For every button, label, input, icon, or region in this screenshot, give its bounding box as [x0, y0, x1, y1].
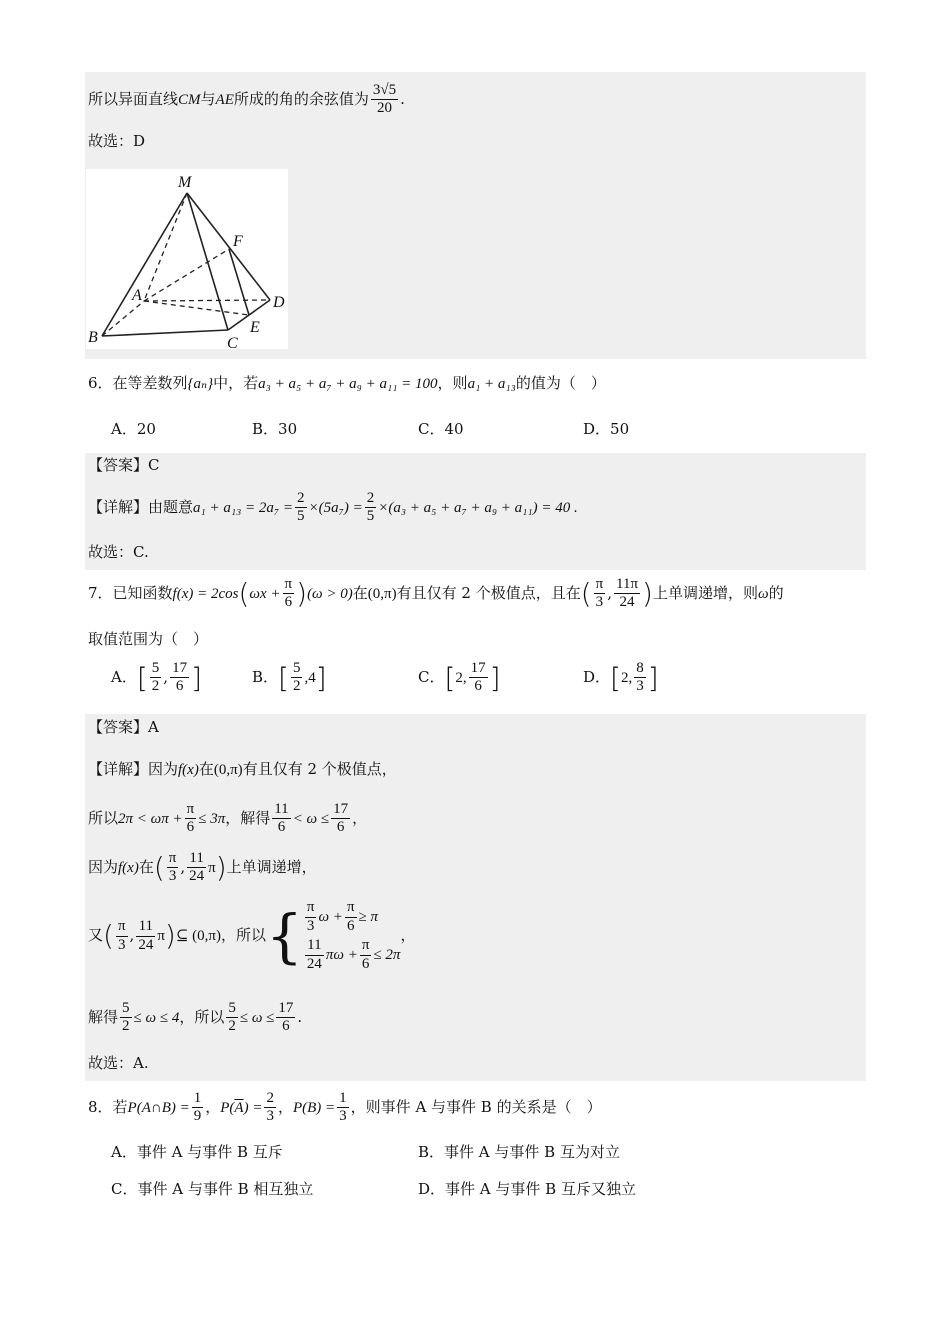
q6-stem — [88, 374, 606, 393]
q7-detail-2: 所以2π < ωπ + $\frac{\pi}{6}$ ≤ 3π，解得 $\frac{11}{6}$ < ω ≤ $\frac{17}{6}$ ， — [88, 801, 368, 836]
q8-option-d[interactable]: D．事件 A 与事件 B 互斥又独立 — [418, 1180, 636, 1198]
text: 有且仅有 2 个极值点，且在 — [396, 583, 581, 602]
q7-option-c[interactable]: C．[2, $\frac{17}{6}$ ] — [418, 660, 501, 695]
var-cm: CM — [178, 91, 201, 108]
var-ae: AE — [215, 91, 234, 108]
label-m: M — [178, 174, 192, 191]
expr: a₁ + a₁₃ = 2a₇ = — [193, 499, 293, 516]
choose-line-5: 故选：D — [88, 132, 146, 150]
edge-bc — [102, 330, 228, 336]
q7-stem-line2: 取值范围为（ ） — [88, 630, 209, 648]
q7-detail-1: 【详解】因为f(x)在(0,π)有且仅有 2 个极值点， — [88, 760, 397, 778]
q6-option-d[interactable]: D．50 — [583, 420, 630, 438]
edge-md — [187, 193, 270, 300]
q6-option-a[interactable]: A．20 — [111, 420, 156, 438]
expr: (ω > 0) — [307, 585, 353, 602]
q6-option-b[interactable]: B．30 — [252, 420, 298, 438]
target-expr: a₁ + a₁₃ — [467, 376, 516, 392]
text: 上单调递增，则 — [652, 583, 758, 602]
q6-answer: 【答案】C — [88, 456, 160, 474]
text: 中，若 — [213, 374, 259, 392]
expr: ×(a₃ + a₅ + a₇ + a₉ + a₁₁) = 40 . — [378, 499, 578, 516]
pyramid-figure — [86, 169, 288, 349]
condition: a₃ + a₅ + a₇ + a₉ + a₁₁ = 100 — [258, 376, 438, 392]
expr: ω — [757, 585, 769, 602]
label-b: B — [88, 329, 98, 346]
label-d: D — [273, 294, 285, 311]
label-e: E — [250, 319, 260, 336]
text: 所以异面直线 — [88, 89, 179, 108]
text: 在 — [352, 583, 368, 602]
edge-ba-dashed — [102, 301, 144, 336]
edge-ad-dashed — [144, 300, 270, 301]
text: 所成的角的余弦值为 — [233, 89, 369, 108]
expr: (0,π) — [367, 585, 397, 602]
text: 7．已知函数 — [88, 583, 173, 602]
text: . — [400, 89, 405, 108]
conclusion-line — [88, 82, 405, 118]
fraction: $\frac{2}{5}$ — [297, 490, 305, 525]
edge-ae-dashed — [144, 301, 249, 315]
q8-option-c[interactable]: C．事件 A 与事件 B 相互独立 — [111, 1180, 314, 1198]
q7-detail-5: 解得 $\frac{5}{2}$ ≤ ω ≤ 4，所以 $\frac{5}{2}$ ≤ ω ≤ $\frac{17}{6}$ . — [88, 1000, 303, 1035]
label-a: A — [132, 287, 142, 304]
q8-option-b[interactable]: B．事件 A 与事件 B 互为对立 — [418, 1143, 620, 1161]
q7-option-d[interactable]: D．[2, $\frac{8}{3}$ ] — [583, 660, 659, 695]
fraction: $\frac{\pi}{6}$ — [284, 576, 293, 611]
q7-option-a[interactable]: A．[ $\frac{5}{2}$ , $\frac{17}{6}$ ] — [111, 660, 202, 695]
q7-option-b[interactable]: B．[ $\frac{5}{2}$ ,4] — [252, 660, 327, 695]
cosine-fraction: $\frac{3√5}{20}$ — [372, 82, 397, 117]
expr: ×(5a₇) = — [308, 499, 363, 516]
text: ，则 — [437, 374, 468, 392]
edge-mb — [102, 193, 187, 336]
expr: f(x) = 2cos — [172, 585, 239, 602]
expr: ωx + — [249, 585, 281, 602]
inequality-system: $\frac{\pi}{3}$ ω + $\frac{\pi}{6}$ ≥ π $\frac{11}{24}$ πω + $\frac{\pi}{6}$ ≤ 2π — [306, 899, 401, 972]
text: 的值为（ ） — [515, 374, 606, 392]
q8-stem: 8．若P(A∩B) = $\frac{1}{9}$ ，$P(\overline{A})$ = $\frac{2}{3}$ ，P(B) = $\frac{1}{3}$ ，则事件 A 与事件 B 的关系是（ ） — [88, 1090, 602, 1125]
q7-choose: 故选：A. — [88, 1054, 149, 1072]
q6-detail — [88, 490, 578, 526]
q6-option-c[interactable]: C．40 — [418, 420, 464, 438]
text: 【详解】由题意 — [88, 497, 194, 516]
q6-choose: 故选：C. — [88, 543, 149, 561]
fraction: $\frac{\pi}{3}$ — [595, 576, 604, 611]
fraction: $\frac{11\pi}{24}$ — [616, 576, 639, 611]
q8-option-a[interactable]: A．事件 A 与事件 B 互斥 — [111, 1143, 283, 1161]
q7-detail-3: 因为f(x)在( $\frac{\pi}{3}$ , $\frac{11}{24}$ π)上单调递增， — [88, 850, 317, 885]
edge-ma-dashed — [144, 193, 187, 301]
q7-detail-4: 又( $\frac{\pi}{3}$ , $\frac{11}{24}$ π)⊆ (0,π)，所以{ $\frac{\pi}{3}$ ω + $\frac{\pi}{6}$ ≥ π $\frac{11}{24}$ πω + $\frac{\pi}{6}$ ≤ 2π ， — [88, 898, 415, 974]
text: 的 — [768, 583, 784, 602]
text: 6．在等差数列 — [88, 374, 188, 392]
label-f: F — [233, 233, 243, 250]
q7-stem-line1: 7．已知函数f(x) = 2cos(ωx + $\frac{\pi}{6}$ )(ω > 0)在(0,π)有且仅有 2 个极值点，且在( $\frac{\pi}{3}$ , $\frac{11\pi}{24}$ )上单调递增，则ω的 — [88, 576, 784, 611]
label-c: C — [227, 335, 238, 349]
q7-answer: 【答案】A — [88, 718, 159, 736]
fraction: $\frac{2}{5}$ — [366, 490, 375, 525]
sequence: {aₙ} — [187, 376, 214, 392]
text: 与 — [200, 89, 216, 108]
pyramid-diagram — [86, 169, 288, 349]
